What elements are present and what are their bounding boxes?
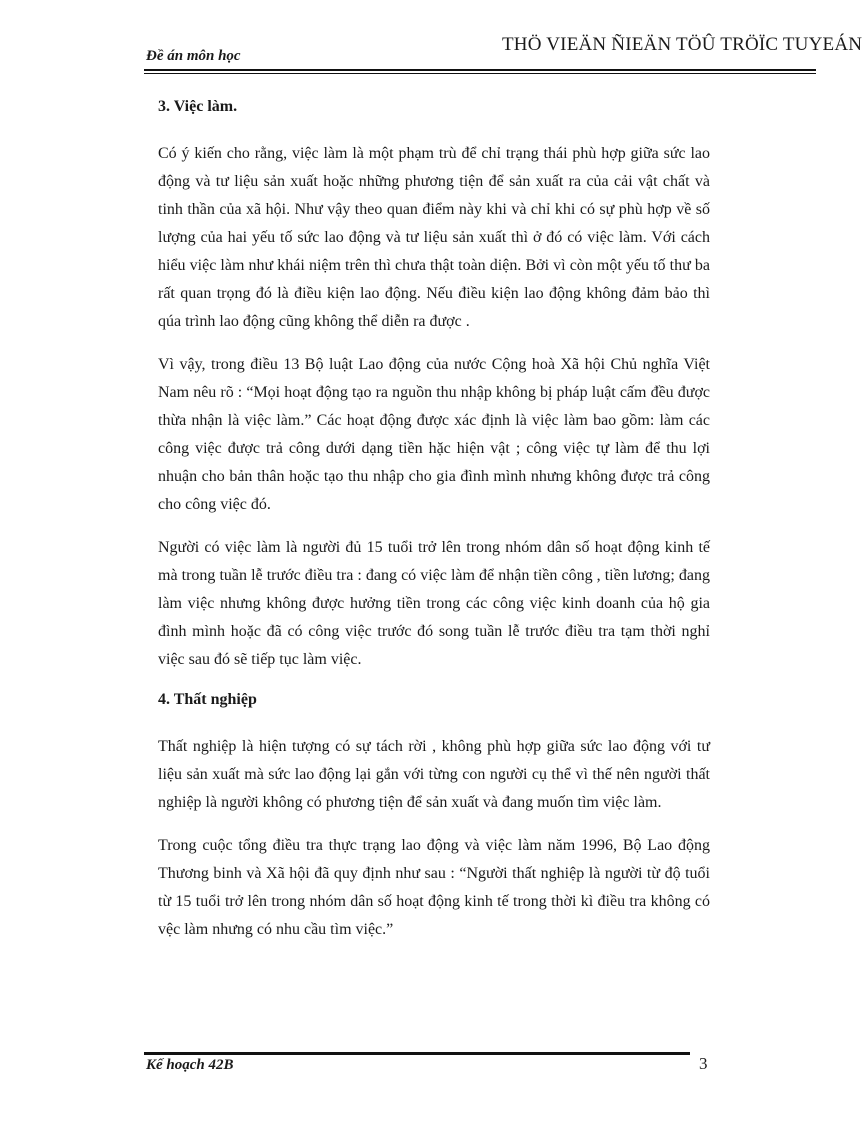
page-header-right: THÖ VIEÄN ÑIEÄN TÖÛ TRÖÏC TUYEÁN bbox=[502, 34, 862, 55]
paragraph: Thất nghiệp là hiện tượng có sự tách rời , không phù hợp giữa sức lao động với tư liệu sản xuất mà sức lao động lại gắn với từng con người cụ thể vì thế nên người thất nghiệp là người không có phương tiện để sản xuất và đang muốn tìm việc làm. bbox=[158, 738, 710, 811]
paragraph: Người có việc làm là người đủ 15 tuổi trở lên trong nhóm dân số hoạt động kinh tế mà trong tuần lễ trước điều tra : đang có việc làm để nhận tiền công , tiền lương; đang làm việc nhưng không được hưởng tiền trong các công việc kinh doanh của hộ gia đình mình hoặc đã có công việc trước đó song tuần lễ trước điều tra tạm thời nghỉ việc sau đó sẽ tiếp tục làm việc. bbox=[158, 539, 710, 668]
section-heading-that-nghiep: 4. Thất nghiệp bbox=[158, 691, 257, 708]
section-heading-viec-lam: 3. Việc làm. bbox=[158, 98, 238, 115]
paragraph: Có ý kiến cho rằng, việc làm là một phạm trù để chỉ trạng thái phù hợp giữa sức lao động và tư liệu sản xuất hoặc những phương tiện để sản xuất ra của cải vật chất và tinh thần của xã hội. Như vậy theo quan điểm này khi và chỉ khi có sự phù hợp về số lượng của hai yếu tố sức lao động và tư liệu sản xuất thì ở đó có việc làm. Với cách hiểu việc làm như khái niệm trên thì chưa thật toàn diện. Bởi vì còn một yếu tố thư ba rất quan trọng đó là điều kiện lao động. Nếu điều kiện lao động không đảm bảo thì qúa trình lao động cũng không thể diễn ra được . bbox=[158, 145, 710, 330]
page-number: 3 bbox=[699, 1054, 708, 1073]
footer-left: Kế hoạch 42B bbox=[146, 1057, 234, 1073]
paragraph: Trong cuộc tổng điều tra thực trạng lao động và việc làm năm 1996, Bộ Lao động Thương binh và Xã hội đã quy định như sau : “Người thất nghiệp là người từ độ tuổi từ 15 tuổi trở lên trong nhóm dân số hoạt động kinh tế trong thời kì điều tra không có vệc làm nhưng có nhu cầu tìm việc.” bbox=[158, 837, 710, 938]
header-rule-thin bbox=[144, 73, 816, 74]
footer-rule bbox=[144, 1052, 690, 1055]
page-header-left: Đề án môn học bbox=[146, 48, 241, 64]
paragraph: Vì vậy, trong điều 13 Bộ luật Lao động của nước Cộng hoà Xã hội Chủ nghĩa Việt Nam nêu rõ : “Mọi hoạt động tạo ra nguồn thu nhập không bị pháp luật cấm đều được thừa nhận là việc làm.” Các hoạt động được xác định là việc làm bao gồm: làm các công việc được trả công dưới dạng tiền hặc hiện vật ; công việc tự làm để thu lợi nhuận cho bản thân hoặc tạo thu nhập cho gia đình mình nhưng không được trả công cho công việc đó. bbox=[158, 356, 710, 513]
header-rule bbox=[144, 69, 816, 71]
document-body bbox=[158, 96, 710, 959]
